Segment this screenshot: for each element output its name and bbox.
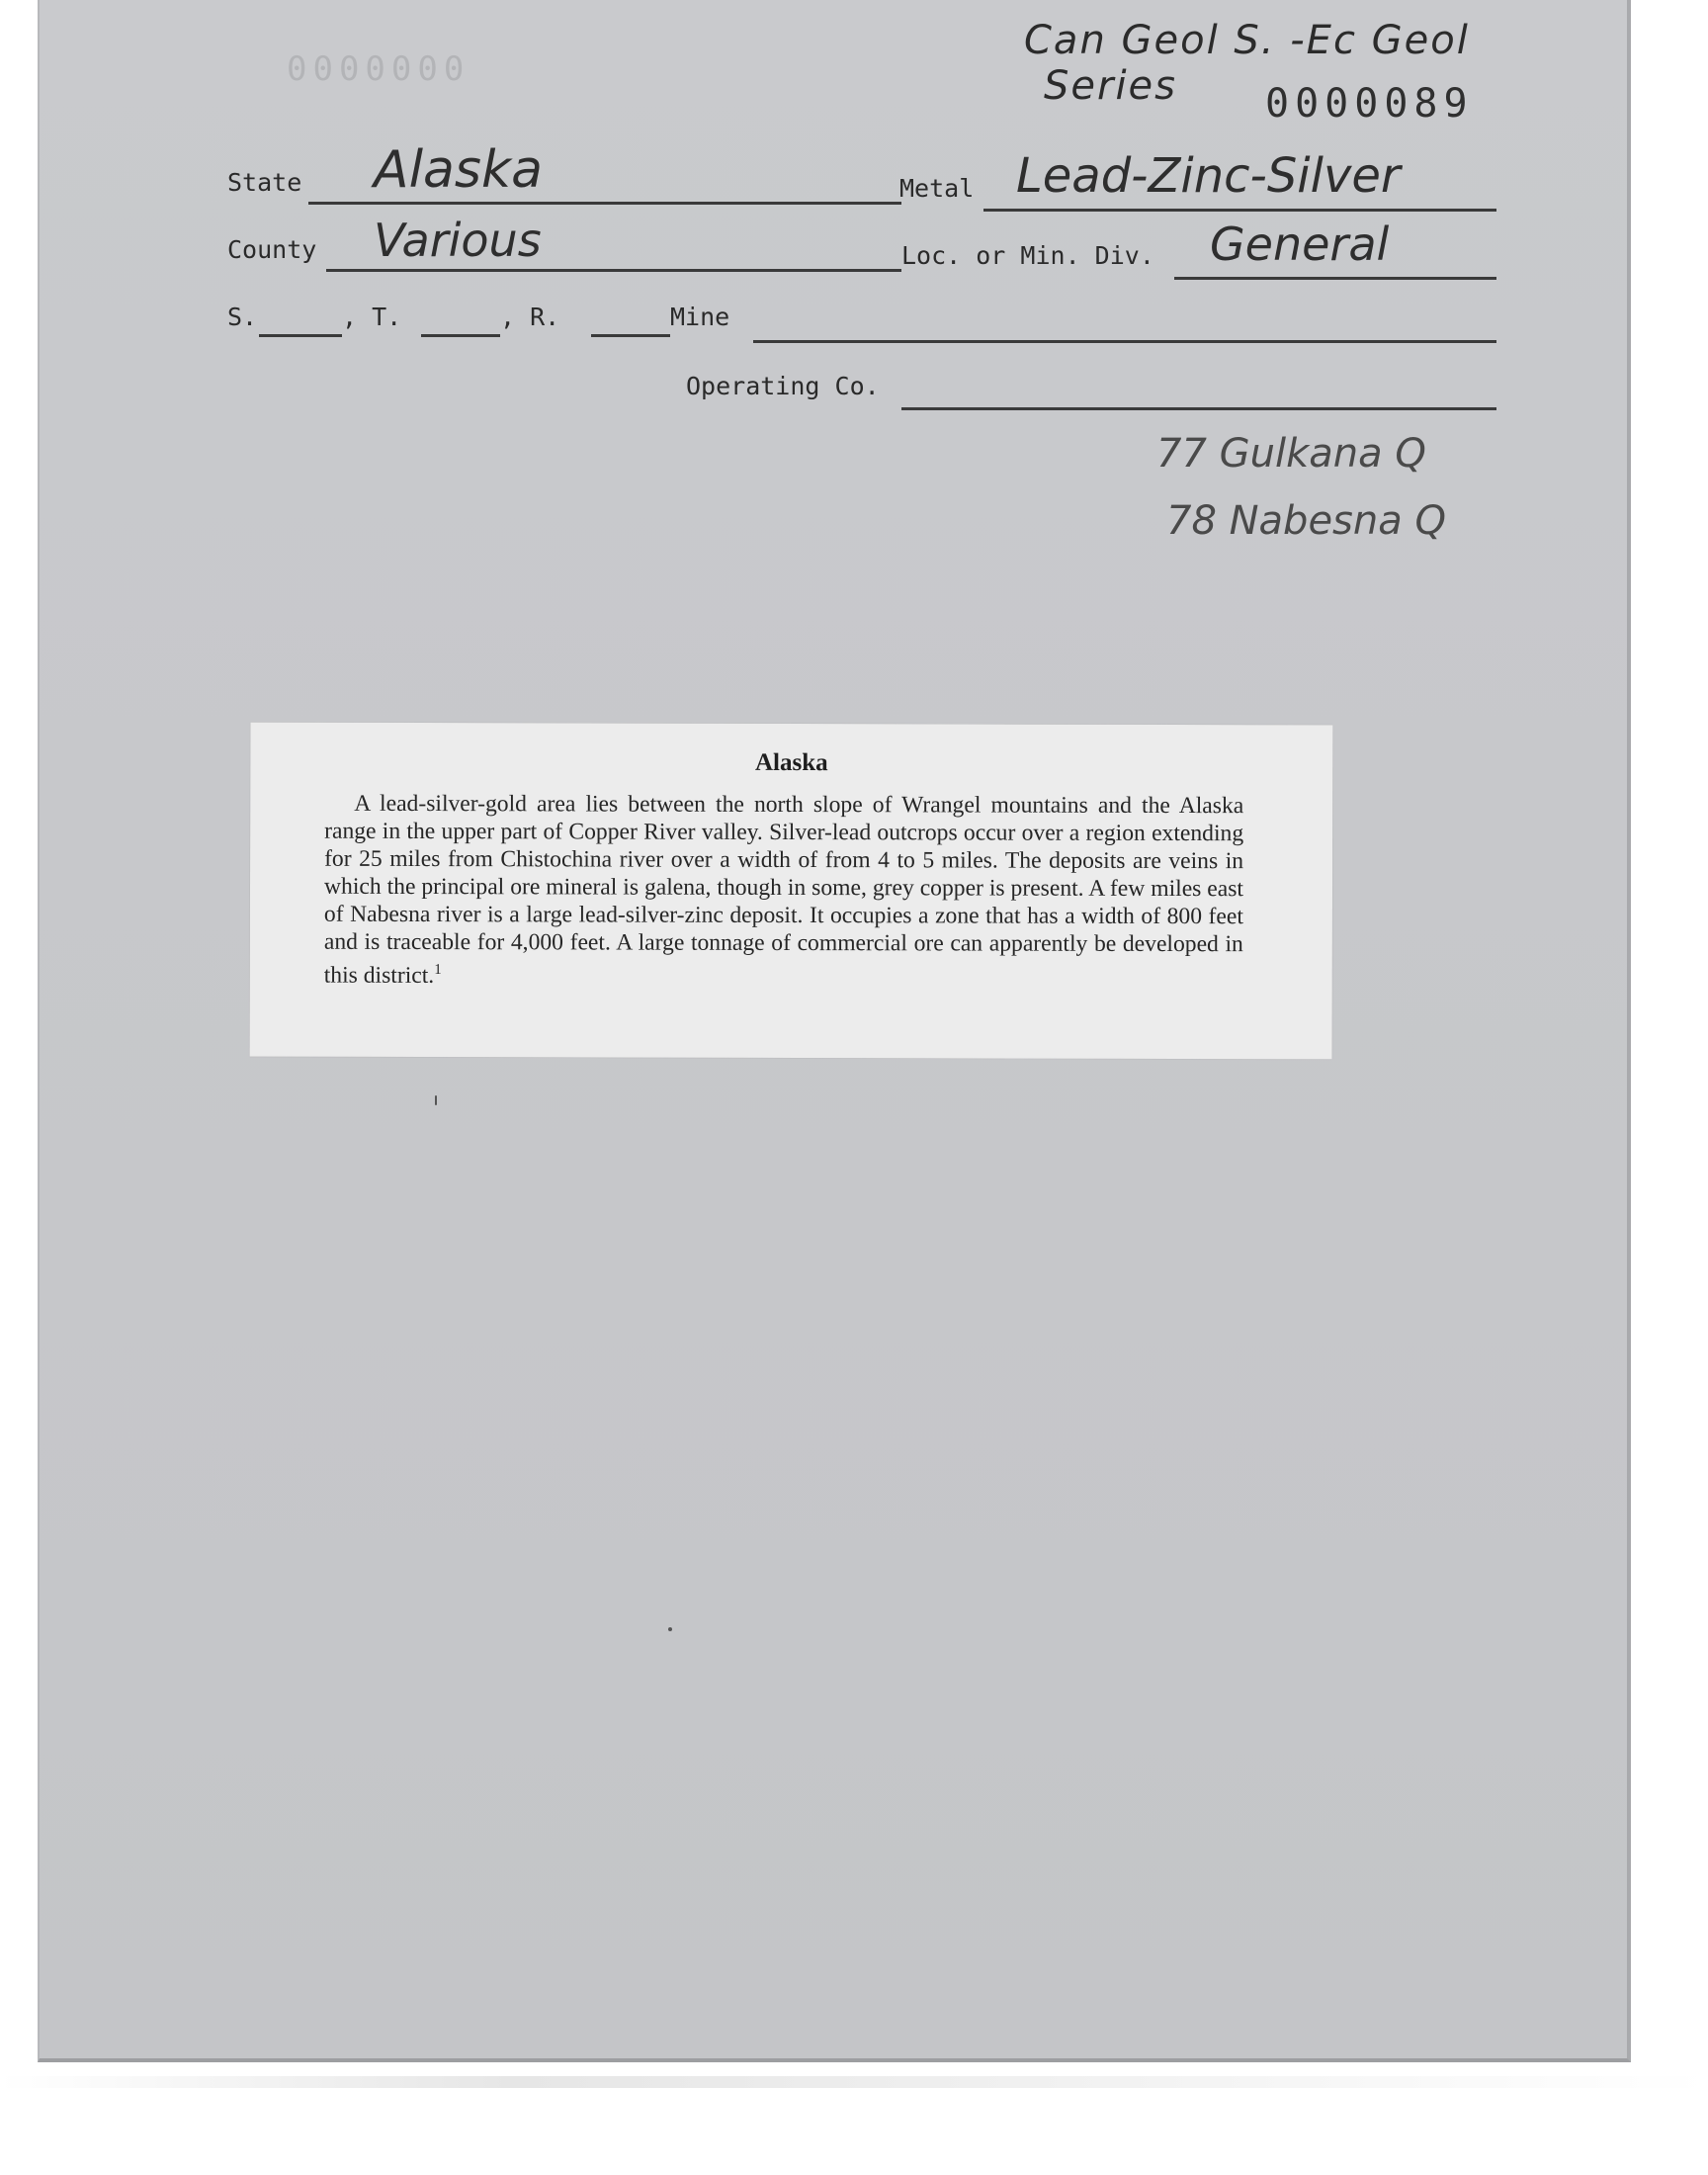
township-line: [421, 334, 500, 337]
range-label: , R.: [500, 303, 560, 331]
loc-label: Loc. or Min. Div.: [901, 241, 1154, 270]
note-line2: 78 Nabesna Q: [1166, 498, 1446, 544]
scan-edge: [0, 2076, 1708, 2088]
mine-label: Mine: [670, 303, 730, 331]
state-line: [308, 202, 901, 205]
county-label: County: [227, 235, 317, 264]
metal-label: Metal: [899, 174, 975, 203]
county-value: Various: [374, 214, 542, 267]
newspaper-clipping: [250, 723, 1333, 1060]
section-line: [259, 334, 342, 337]
operating-line: [901, 407, 1496, 410]
township-label: , T.: [342, 303, 402, 331]
speck-mark: [668, 1627, 672, 1631]
loc-line: [1174, 277, 1496, 280]
footnote-mark: 1: [434, 962, 442, 979]
loc-value: General: [1210, 218, 1390, 271]
series-note-line1: Can Geol S. -Ec Geol: [1024, 18, 1470, 63]
series-note-line2: Series: [1044, 63, 1178, 109]
metal-value: Lead-Zinc-Silver: [1016, 148, 1401, 204]
operating-label: Operating Co.: [686, 372, 880, 400]
faded-stamp: 0000000: [287, 49, 470, 89]
county-line: [326, 269, 901, 272]
note-line1: 77 Gulkana Q: [1156, 431, 1426, 477]
state-label: State: [227, 168, 302, 197]
series-number: 0000089: [1265, 81, 1474, 127]
clipping-body: [324, 790, 1244, 992]
speck-mark: [435, 1095, 437, 1105]
clipping-text: A lead-silver-gold area lies between the north slope of Wrangel mountains and the Alaska range in the upper part of Copper River valley. Silver-lead outcrops occur over a region extending for 25 miles from Chistochina river over a width of from 4 to 5 miles. The deposits are veins in which the principal ore mineral is galena, though in some, grey copper is present. A few miles east of Nabesna river is a large lead-silver-zinc deposit. It occupies a zone that has a width of 800 feet and is traceable for 4,000 feet. A large tonnage of commercial ore can apparently be developed in this district.: [323, 790, 1244, 989]
state-value: Alaska: [374, 140, 543, 200]
metal-line: [983, 209, 1496, 212]
section-label: S.: [227, 303, 258, 331]
clipping-title: Alaska: [754, 748, 828, 777]
range-line: [591, 334, 670, 337]
mine-line: [753, 340, 1496, 343]
